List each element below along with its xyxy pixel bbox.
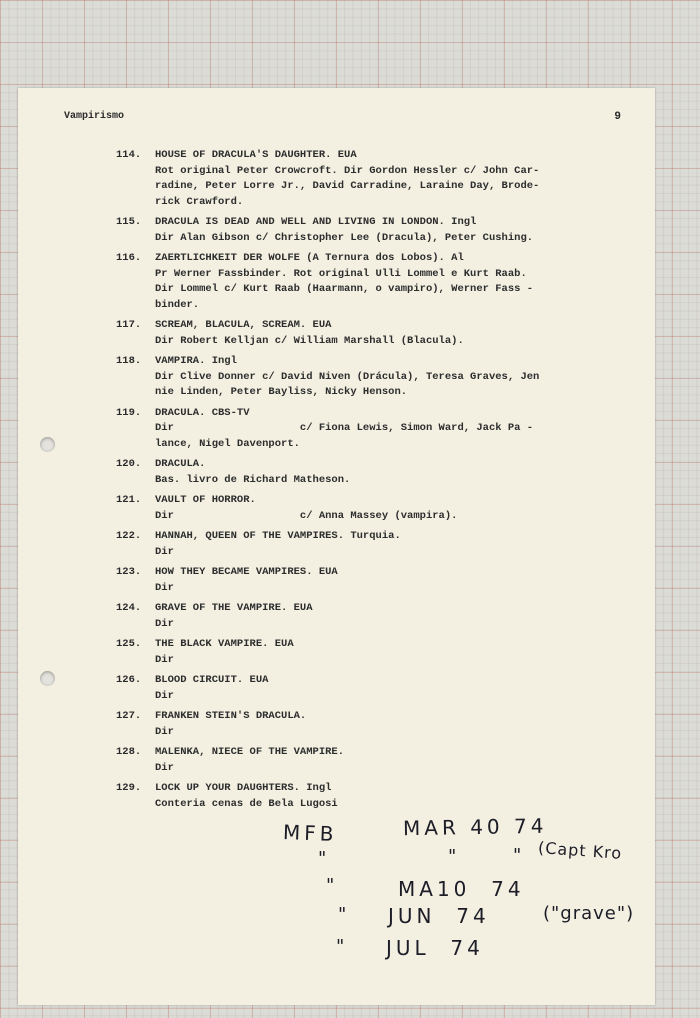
punch-hole bbox=[40, 437, 55, 452]
entry-number: 121. bbox=[116, 494, 142, 506]
entry-number: 115. bbox=[116, 216, 142, 228]
entry-number: 116. bbox=[116, 252, 142, 264]
film-entry bbox=[116, 318, 626, 349]
entry-text bbox=[155, 318, 626, 349]
entry-detail: Dir c/ Anna Massey (vampira). bbox=[155, 509, 458, 522]
entry-detail: Dir bbox=[155, 761, 174, 774]
entry-detail: Conteria cenas de Bela Lugosi bbox=[155, 797, 338, 810]
entry-text bbox=[155, 354, 626, 401]
typed-page bbox=[18, 88, 655, 1005]
entry-text bbox=[155, 673, 626, 704]
film-entry bbox=[116, 781, 626, 812]
entry-text bbox=[155, 148, 626, 210]
handwritten-date: MAR 40 74 bbox=[402, 813, 548, 841]
entry-text bbox=[155, 215, 626, 246]
film-entry bbox=[116, 457, 626, 488]
entry-title: DRACULA. bbox=[155, 458, 206, 470]
handwritten-date: MA10 74 bbox=[398, 877, 525, 901]
handwritten-date: JUL 74 bbox=[386, 936, 484, 960]
entry-text bbox=[155, 781, 626, 812]
film-entry bbox=[116, 565, 626, 596]
entry-detail: Dir bbox=[155, 545, 174, 558]
entry-number: 123. bbox=[116, 566, 142, 578]
entry-text bbox=[155, 406, 626, 453]
entry-number: 122. bbox=[116, 530, 142, 542]
entry-title: DRACULA IS DEAD AND WELL AND LIVING IN LONDON. Ingl bbox=[155, 216, 477, 228]
entry-title: HANNAH, QUEEN OF THE VAMPIRES. Turquia. bbox=[155, 530, 401, 542]
film-entry bbox=[116, 601, 626, 632]
entry-text bbox=[155, 709, 626, 740]
entry-detail: Dir bbox=[155, 689, 174, 702]
entry-title: BLOOD CIRCUIT. EUA bbox=[155, 674, 269, 686]
entry-detail: nie Linden, Peter Bayliss, Nicky Henson. bbox=[155, 386, 408, 398]
entry-title: HOUSE OF DRACULA'S DAUGHTER. EUA bbox=[155, 149, 357, 161]
entry-text bbox=[155, 457, 626, 488]
entry-number: 120. bbox=[116, 458, 142, 470]
entry-number: 119. bbox=[116, 406, 142, 419]
entry-detail: radine, Peter Lorre Jr., David Carradine, Laraine Day, Brode- bbox=[155, 180, 540, 192]
entry-number: 125. bbox=[116, 638, 142, 650]
entry-detail: Bas. livro de Richard Matheson. bbox=[155, 473, 351, 486]
entry-detail: Dir bbox=[155, 725, 174, 738]
entry-number: 127. bbox=[116, 710, 142, 722]
film-entry bbox=[116, 493, 626, 524]
handwritten-note: (Capt Kro bbox=[537, 838, 623, 863]
ditto-mark: " bbox=[448, 846, 457, 867]
entry-text bbox=[155, 251, 626, 313]
film-entry bbox=[116, 529, 626, 560]
entry-number: 129. bbox=[116, 782, 142, 794]
entry-detail: Dir bbox=[155, 581, 174, 594]
film-entry bbox=[116, 673, 626, 704]
handwritten-date: JUN 74 bbox=[388, 904, 490, 928]
film-entry bbox=[116, 251, 626, 313]
entry-title: VAMPIRA. Ingl bbox=[155, 355, 237, 367]
handwritten-note: ("grave") bbox=[543, 903, 635, 924]
entry-number: 114. bbox=[116, 149, 142, 161]
film-entry bbox=[116, 637, 626, 668]
ditto-mark: " bbox=[318, 848, 327, 869]
film-list bbox=[116, 148, 626, 817]
entry-text bbox=[155, 493, 626, 524]
film-entry bbox=[116, 709, 626, 740]
ditto-mark: " bbox=[338, 904, 347, 925]
entry-title: FRANKEN STEIN'S DRACULA. bbox=[155, 710, 307, 722]
entry-text bbox=[155, 601, 626, 632]
entry-detail: Dir bbox=[155, 617, 174, 630]
entry-text bbox=[155, 565, 626, 596]
entry-detail: rick Crawford. bbox=[155, 195, 244, 208]
entry-title: SCREAM, BLACULA, SCREAM. EUA bbox=[155, 319, 332, 331]
entry-title: THE BLACK VAMPIRE. EUA bbox=[155, 638, 294, 650]
entry-detail: Rot original Peter Crowcroft. Dir Gordon Hessler c/ John Car- bbox=[155, 164, 540, 177]
film-entry bbox=[116, 148, 626, 210]
entry-number: 117. bbox=[116, 319, 142, 331]
entry-text bbox=[155, 745, 626, 776]
entry-title: MALENKA, NIECE OF THE VAMPIRE. bbox=[155, 746, 345, 758]
entry-number: 118. bbox=[116, 355, 142, 367]
entry-text bbox=[155, 529, 626, 560]
entry-number: 124. bbox=[116, 602, 142, 614]
handwritten-source: MFB bbox=[282, 820, 338, 846]
entry-detail: Dir Alan Gibson c/ Christopher Lee (Dracula), Peter Cushing. bbox=[155, 231, 534, 244]
entry-text bbox=[155, 637, 626, 668]
entry-number: 126. bbox=[116, 674, 142, 686]
page-number: 9 bbox=[614, 111, 621, 123]
punch-hole bbox=[40, 671, 55, 686]
film-entry bbox=[116, 215, 626, 246]
entry-detail: Dir bbox=[155, 653, 174, 666]
entry-title: VAULT OF HORROR. bbox=[155, 494, 256, 506]
page-title: Vampirismo bbox=[64, 111, 125, 122]
entry-detail: Dir Lommel c/ Kurt Raab (Haarmann, o vampiro), Werner Fass - bbox=[155, 283, 534, 295]
entry-title: GRAVE OF THE VAMPIRE. EUA bbox=[155, 602, 313, 614]
entry-title: ZAERTLICHKEIT DER WOLFE (A Ternura dos Lobos). Al bbox=[155, 252, 464, 264]
entry-detail: Dir Clive Donner c/ David Niven (Drácula), Teresa Graves, Jen bbox=[155, 370, 540, 383]
entry-title: DRACULA. CBS-TV bbox=[155, 406, 250, 419]
entry-detail: binder. bbox=[155, 298, 200, 311]
ditto-mark: " bbox=[513, 845, 522, 866]
entry-detail: Dir Robert Kelljan c/ William Marshall (Blacula). bbox=[155, 334, 464, 347]
film-entry bbox=[116, 354, 626, 401]
entry-title: HOW THEY BECAME VAMPIRES. EUA bbox=[155, 566, 338, 578]
entry-detail: Dir c/ Fiona Lewis, Simon Ward, Jack Pa - bbox=[155, 422, 534, 434]
film-entry bbox=[116, 406, 626, 453]
ditto-mark: " bbox=[326, 875, 335, 896]
entry-title: LOCK UP YOUR DAUGHTERS. Ingl bbox=[155, 782, 332, 794]
entry-detail: lance, Nigel Davenport. bbox=[155, 437, 300, 450]
entry-detail: Pr Werner Fassbinder. Rot original Ulli Lommel e Kurt Raab. bbox=[155, 267, 527, 280]
entry-number: 128. bbox=[116, 746, 142, 758]
ditto-mark: " bbox=[336, 936, 345, 957]
film-entry bbox=[116, 745, 626, 776]
